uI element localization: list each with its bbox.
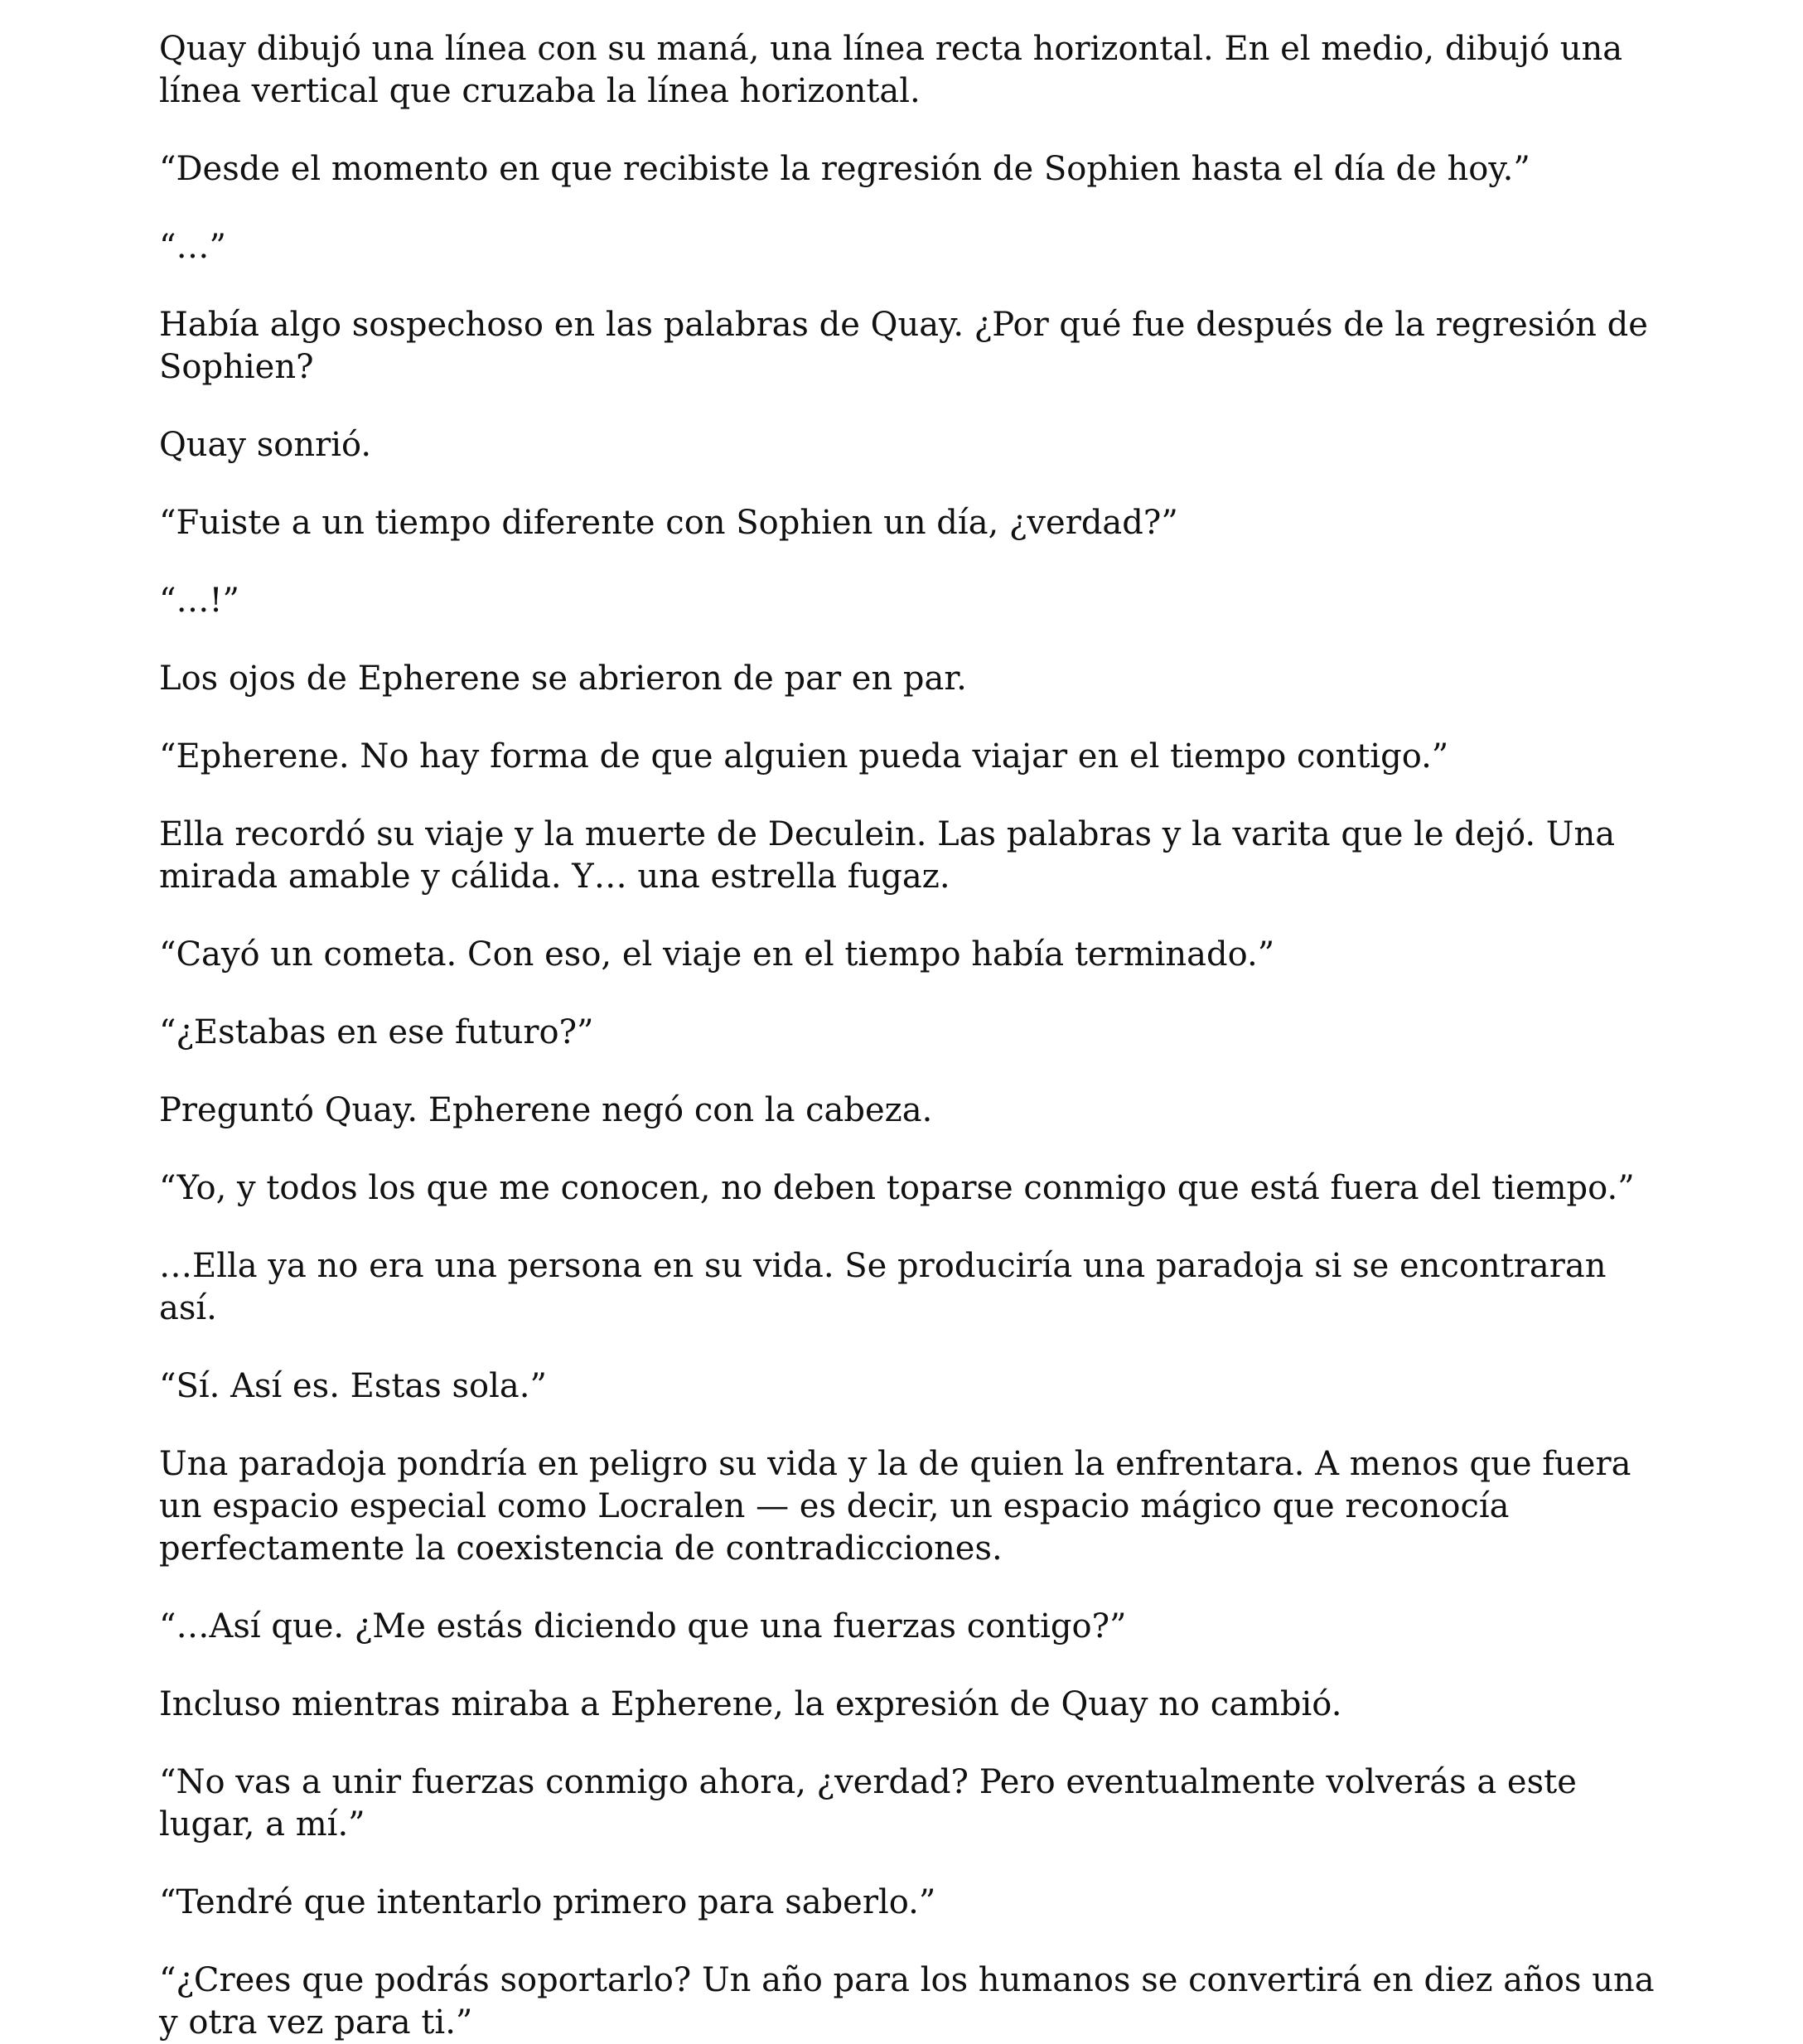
paragraph: Incluso mientras miraba a Epherene, la expresión de Quay no cambió. xyxy=(159,1685,1342,1723)
paragraph: “Fuiste a un tiempo diferente con Sophien un día, ¿verdad?” xyxy=(159,504,1178,542)
document-body xyxy=(159,28,1667,2044)
paragraph: Una paradoja pondría en peligro su vida y la de quien la enfrentara. A menos que fuera un espacio especial como Locralen — es decir, un espacio mágico que reconocía perfectamente la coexistencia de contradicciones. xyxy=(159,1445,1631,1568)
paragraph: Quay sonrió. xyxy=(159,426,372,464)
paragraph: Ella recordó su viaje y la muerte de Deculein. Las palabras y la varita que le dejó. Una mirada amable y cálida. Y… una estrella fugaz. xyxy=(159,815,1616,896)
paragraph: “Epherene. No hay forma de que alguien pueda viajar en el tiempo contigo.” xyxy=(159,737,1449,776)
paragraph: “Sí. Así es. Estas sola.” xyxy=(159,1367,547,1405)
paragraph: …Ella ya no era una persona en su vida. Se produciría una paradoja si se encontraran así. xyxy=(159,1247,1607,1327)
paragraph: “…” xyxy=(159,228,226,266)
paragraph: Preguntó Quay. Epherene negó con la cabeza. xyxy=(159,1091,933,1129)
paragraph: Había algo sospechoso en las palabras de Quay. ¿Por qué fue después de la regresión de Sophien? xyxy=(159,306,1648,386)
paragraph: “Tendré que intentarlo primero para saberlo.” xyxy=(159,1883,936,1921)
paragraph: “¿Estabas en ese futuro?” xyxy=(159,1013,594,1051)
paragraph: “Cayó un cometa. Con eso, el viaje en el tiempo había terminado.” xyxy=(159,935,1275,974)
paragraph: “Desde el momento en que recibiste la regresión de Sophien hasta el día de hoy.” xyxy=(159,150,1530,188)
paragraph: Quay dibujó una línea con su maná, una línea recta horizontal. En el medio, dibujó una línea vertical que cruzaba la línea horizontal. xyxy=(159,30,1623,110)
paragraph: “No vas a unir fuerzas conmigo ahora, ¿verdad? Pero eventualmente volverás a este lugar, a mí.” xyxy=(159,1763,1577,1843)
paragraph: “Yo, y todos los que me conocen, no deben toparse conmigo que está fuera del tiempo.” xyxy=(159,1169,1635,1207)
paragraph: “…!” xyxy=(159,582,239,620)
paragraph: “…Así que. ¿Me estás diciendo que una fuerzas contigo?” xyxy=(159,1607,1127,1645)
paragraph: “¿Crees que podrás soportarlo? Un año para los humanos se convertirá en diez años una y otra vez para ti.” xyxy=(159,1961,1655,2042)
paragraph: Los ojos de Epherene se abrieron de par en par. xyxy=(159,660,967,698)
